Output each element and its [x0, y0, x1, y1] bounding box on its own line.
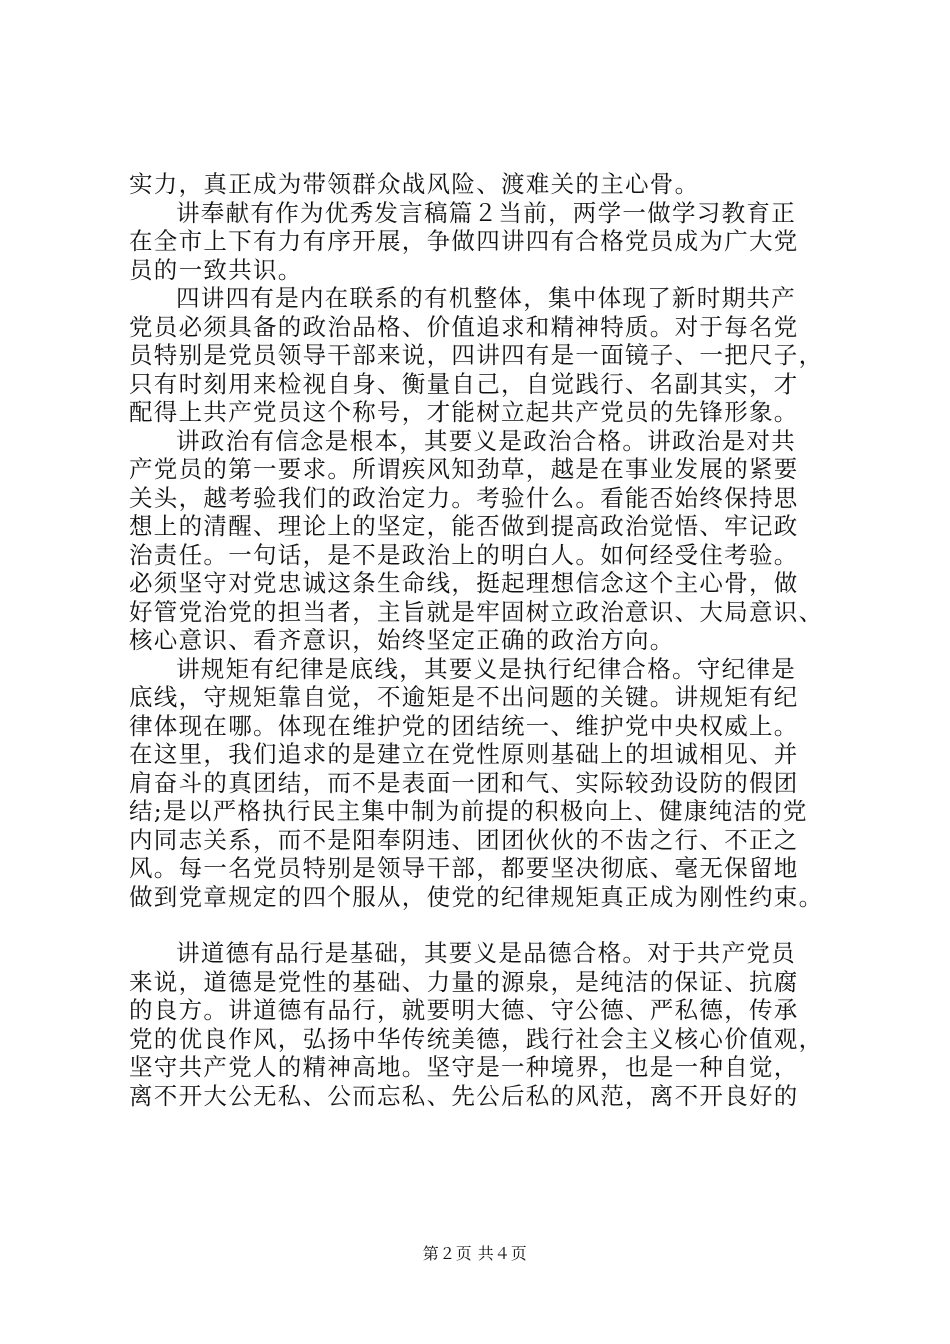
- text-line: 实力，真正成为带领群众战风险、渡难关的主心骨。: [129, 170, 700, 198]
- text-line: 结;是以严格执行民主集中制为前提的积极向上、健康纯洁的党: [129, 797, 808, 825]
- paragraph-first-line: 讲道德有品行是基础，其要义是品德合格。对于共产党员: [176, 939, 796, 967]
- text-line: 核心意识、看齐意识，始终坚定正确的政治方向。: [129, 626, 675, 654]
- text-line: 在全市上下有力有序开展，争做四讲四有合格党员成为广大党: [129, 227, 799, 255]
- text-line: 党员必须具备的政治品格、价值追求和精神特质。对于每名党: [129, 312, 799, 341]
- text-line: 来说，道德是党性的基础、力量的源泉，是纯洁的保证、抗腐: [129, 967, 799, 996]
- text-line: 坚守共产党人的精神高地。坚守是一种境界，也是一种自觉，: [129, 1053, 799, 1081]
- text-line: 想上的清醒、理论上的坚定，能否做到提高政治觉悟、牢记政: [129, 512, 799, 540]
- text-line: 律体现在哪。体现在维护党的团结统一、维护党中央权威上。: [129, 711, 799, 740]
- text-line: 做到党章规定的四个服从，使党的纪律规矩真正成为刚性约束。: [129, 882, 824, 911]
- text-line: 配得上共产党员这个称号，才能树立起共产党员的先锋形象。: [129, 398, 799, 426]
- paragraph-first-line: 讲奉献有作为优秀发言稿篇２当前，两学一做学习教育正: [176, 198, 796, 227]
- text-line: 必须坚守对党忠诚这条生命线，挺起理想信念这个主心骨，做: [129, 569, 799, 597]
- paragraph-gap: [129, 911, 829, 939]
- text-line: 离不开大公无私、公而忘私、先公后私的风范，离不开良好的: [129, 1081, 799, 1110]
- text-line: 治责任。一句话，是不是政治上的明白人。如何经受住考验。: [129, 540, 799, 569]
- text-line: 党的优良作风，弘扬中华传统美德，践行社会主义核心价值观，: [129, 1024, 824, 1053]
- text-line: 的良方。讲道德有品行，就要明大德、守公德、严私德，传承: [129, 996, 799, 1024]
- text-line: 内同志关系，而不是阳奉阴违、团团伙伙的不齿之行、不正之: [129, 825, 799, 854]
- text-line: 肩奋斗的真团结，而不是表面一团和气、实际较劲设防的假团: [129, 768, 799, 797]
- text-line: 关头，越考验我们的政治定力。考验什么。看能否始终保持思: [129, 483, 799, 512]
- document-body: [129, 170, 829, 1110]
- paragraph-first-line: 讲政治有信念是根本，其要义是政治合格。讲政治是对共: [176, 426, 796, 455]
- text-line: 只有时刻用来检视自身、衡量自己，自觉践行、名副其实，才: [129, 369, 799, 398]
- text-line: 好管党治党的担当者，主旨就是牢固树立政治意识、大局意识、: [129, 597, 824, 626]
- paragraph-first-line: 讲规矩有纪律是底线，其要义是执行纪律合格。守纪律是: [176, 654, 796, 683]
- page-number-footer: 第２页 共４页: [422, 1244, 528, 1263]
- text-line: 在这里，我们追求的是建立在党性原则基础上的坦诚相见、并: [129, 740, 799, 768]
- text-line: 产党员的第一要求。所谓疾风知劲草，越是在事业发展的紧要: [129, 455, 799, 483]
- text-line: 风。每一名党员特别是领导干部，都要坚决彻底、毫无保留地: [129, 854, 799, 882]
- text-line: 员特别是党员领导干部来说，四讲四有是一面镜子、一把尺子，: [129, 341, 824, 369]
- paragraph-first-line: 四讲四有是内在联系的有机整体，集中体现了新时期共产: [176, 284, 796, 312]
- text-line: 员的一致共识。: [129, 255, 303, 284]
- text-line: 底线，守规矩靠自觉，不逾矩是不出问题的关键。讲规矩有纪: [129, 683, 799, 711]
